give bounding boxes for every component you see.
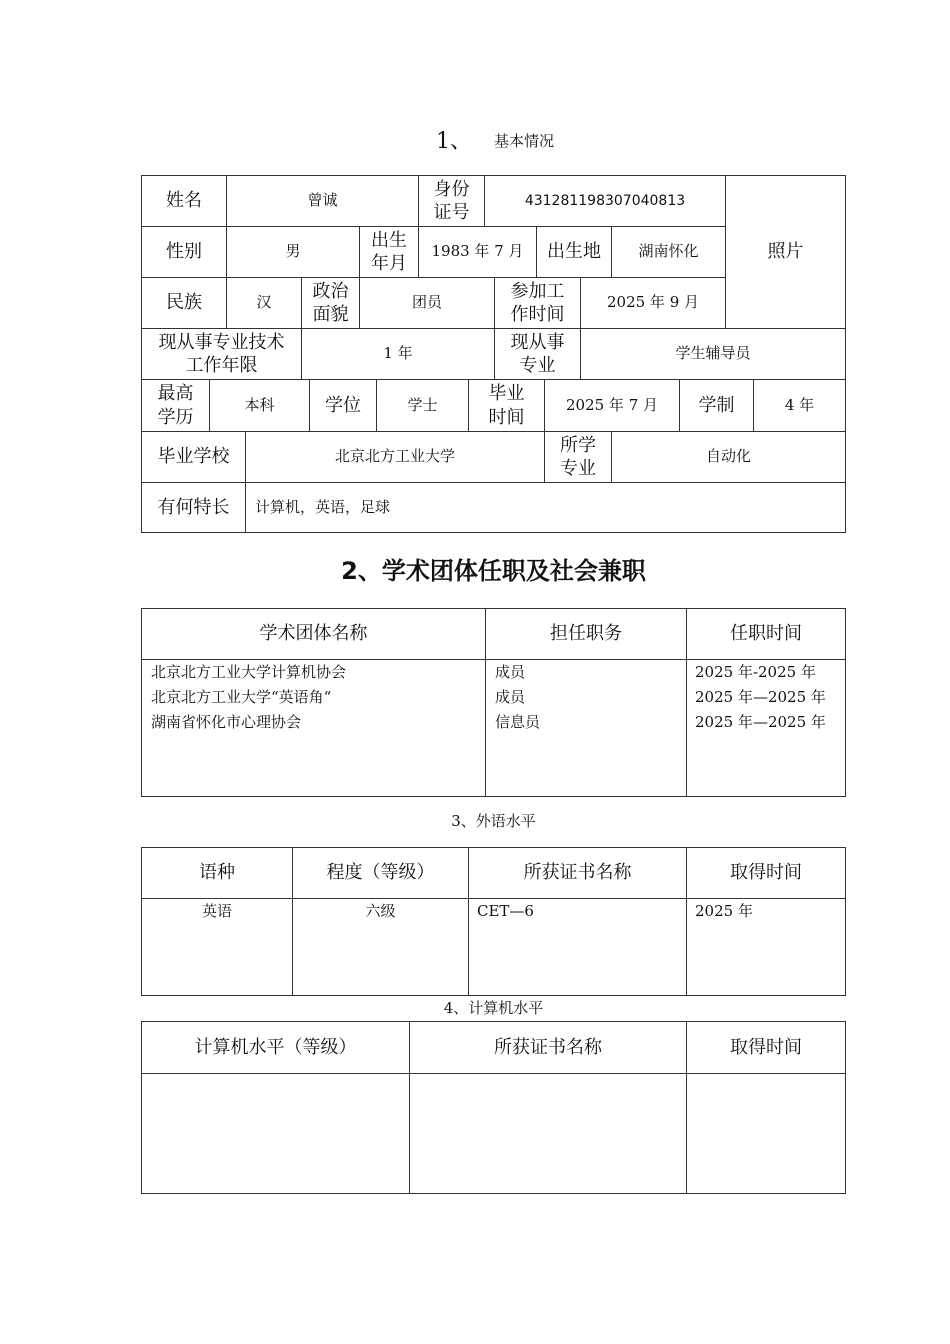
header-certificate: 所获证书名称 xyxy=(523,862,632,884)
level-value: 六级 xyxy=(365,902,396,920)
current-major-label: 现从事 专业 xyxy=(510,331,565,376)
education-label: 最高 学历 xyxy=(157,383,194,428)
current-major-value: 学生辅导员 xyxy=(675,344,751,363)
study-length-label: 学制 xyxy=(698,394,735,416)
skills-label: 有何特长 xyxy=(157,496,230,518)
birthplace-value: 湖南怀化 xyxy=(638,242,699,261)
org-names: 北京北方工业大学计算机协会 北京北方工业大学“英语角“ 湖南省怀化市心理协会 xyxy=(151,663,347,731)
birth-value: 1983 年 7 月 xyxy=(431,242,524,261)
name-value: 曾诚 xyxy=(307,191,338,210)
computer-date-cell xyxy=(686,1073,846,1194)
header-level: 程度（等级） xyxy=(326,862,435,884)
workstart-label: 参加工 作时间 xyxy=(510,280,565,325)
birthplace-label: 出生地 xyxy=(547,241,601,263)
obtained-date-value: 2025 年 xyxy=(695,902,753,920)
section2-title: 2、学术团体任职及社会兼职 xyxy=(341,557,646,586)
section1-number: 1、 xyxy=(436,129,472,154)
ethnic-label: 民族 xyxy=(166,292,202,314)
degree-value: 学士 xyxy=(407,395,438,414)
major-value: 自动化 xyxy=(705,447,751,466)
work-years-value: 1 年 xyxy=(383,344,413,363)
gender-value: 男 xyxy=(285,242,301,261)
graduation-value: 2025 年 7 月 xyxy=(565,395,659,414)
work-years-label: 现从事专业技术 工作年限 xyxy=(158,331,285,376)
header-obtained-date: 取得时间 xyxy=(730,862,802,884)
birth-label: 出生 年月 xyxy=(371,229,407,274)
school-label: 毕业学校 xyxy=(157,446,230,468)
id-value: 431281198307040813 xyxy=(524,192,686,209)
computer-certificate-cell xyxy=(409,1073,687,1194)
computer-level-cell xyxy=(141,1073,410,1194)
header-tenure: 任职时间 xyxy=(730,623,802,645)
graduation-label: 毕业 时间 xyxy=(488,383,525,428)
ethnic-value: 汉 xyxy=(256,293,272,312)
header-language: 语种 xyxy=(199,862,235,884)
workstart-value: 2025 年 9 月 xyxy=(606,293,700,312)
id-label: 身份 证号 xyxy=(433,178,470,223)
roles: 成员 成员 信息员 xyxy=(495,663,541,731)
gender-label: 性别 xyxy=(166,241,202,263)
certificate-value: CET—6 xyxy=(477,902,534,920)
photo-placeholder: 照片 xyxy=(767,241,804,263)
tenures: 2025 年-2025 年 2025 年—2025 年 2025 年—2025 年 xyxy=(695,663,826,731)
name-label: 姓名 xyxy=(166,190,202,212)
header-role: 担任职务 xyxy=(550,623,622,645)
header-org-name: 学术团体名称 xyxy=(259,623,368,645)
header-computer-level: 计算机水平（等级） xyxy=(194,1036,357,1058)
header-computer-certificate: 所获证书名称 xyxy=(494,1036,602,1058)
major-label: 所学 专业 xyxy=(560,434,596,479)
degree-label: 学位 xyxy=(325,394,361,416)
section4-title: 4、计算机水平 xyxy=(443,999,544,1018)
political-label: 政治 面貌 xyxy=(312,280,349,325)
political-value: 团员 xyxy=(411,293,442,312)
section3-title: 3、外语水平 xyxy=(451,812,536,831)
header-computer-date: 取得时间 xyxy=(730,1036,802,1058)
study-length-value: 4 年 xyxy=(784,395,815,414)
school-value: 北京北方工业大学 xyxy=(334,447,455,466)
skills-value: 计算机，英语，足球 xyxy=(255,497,391,516)
language-value: 英语 xyxy=(201,902,232,920)
education-value: 本科 xyxy=(244,395,275,414)
section1-title: 基本情况 xyxy=(494,132,555,150)
